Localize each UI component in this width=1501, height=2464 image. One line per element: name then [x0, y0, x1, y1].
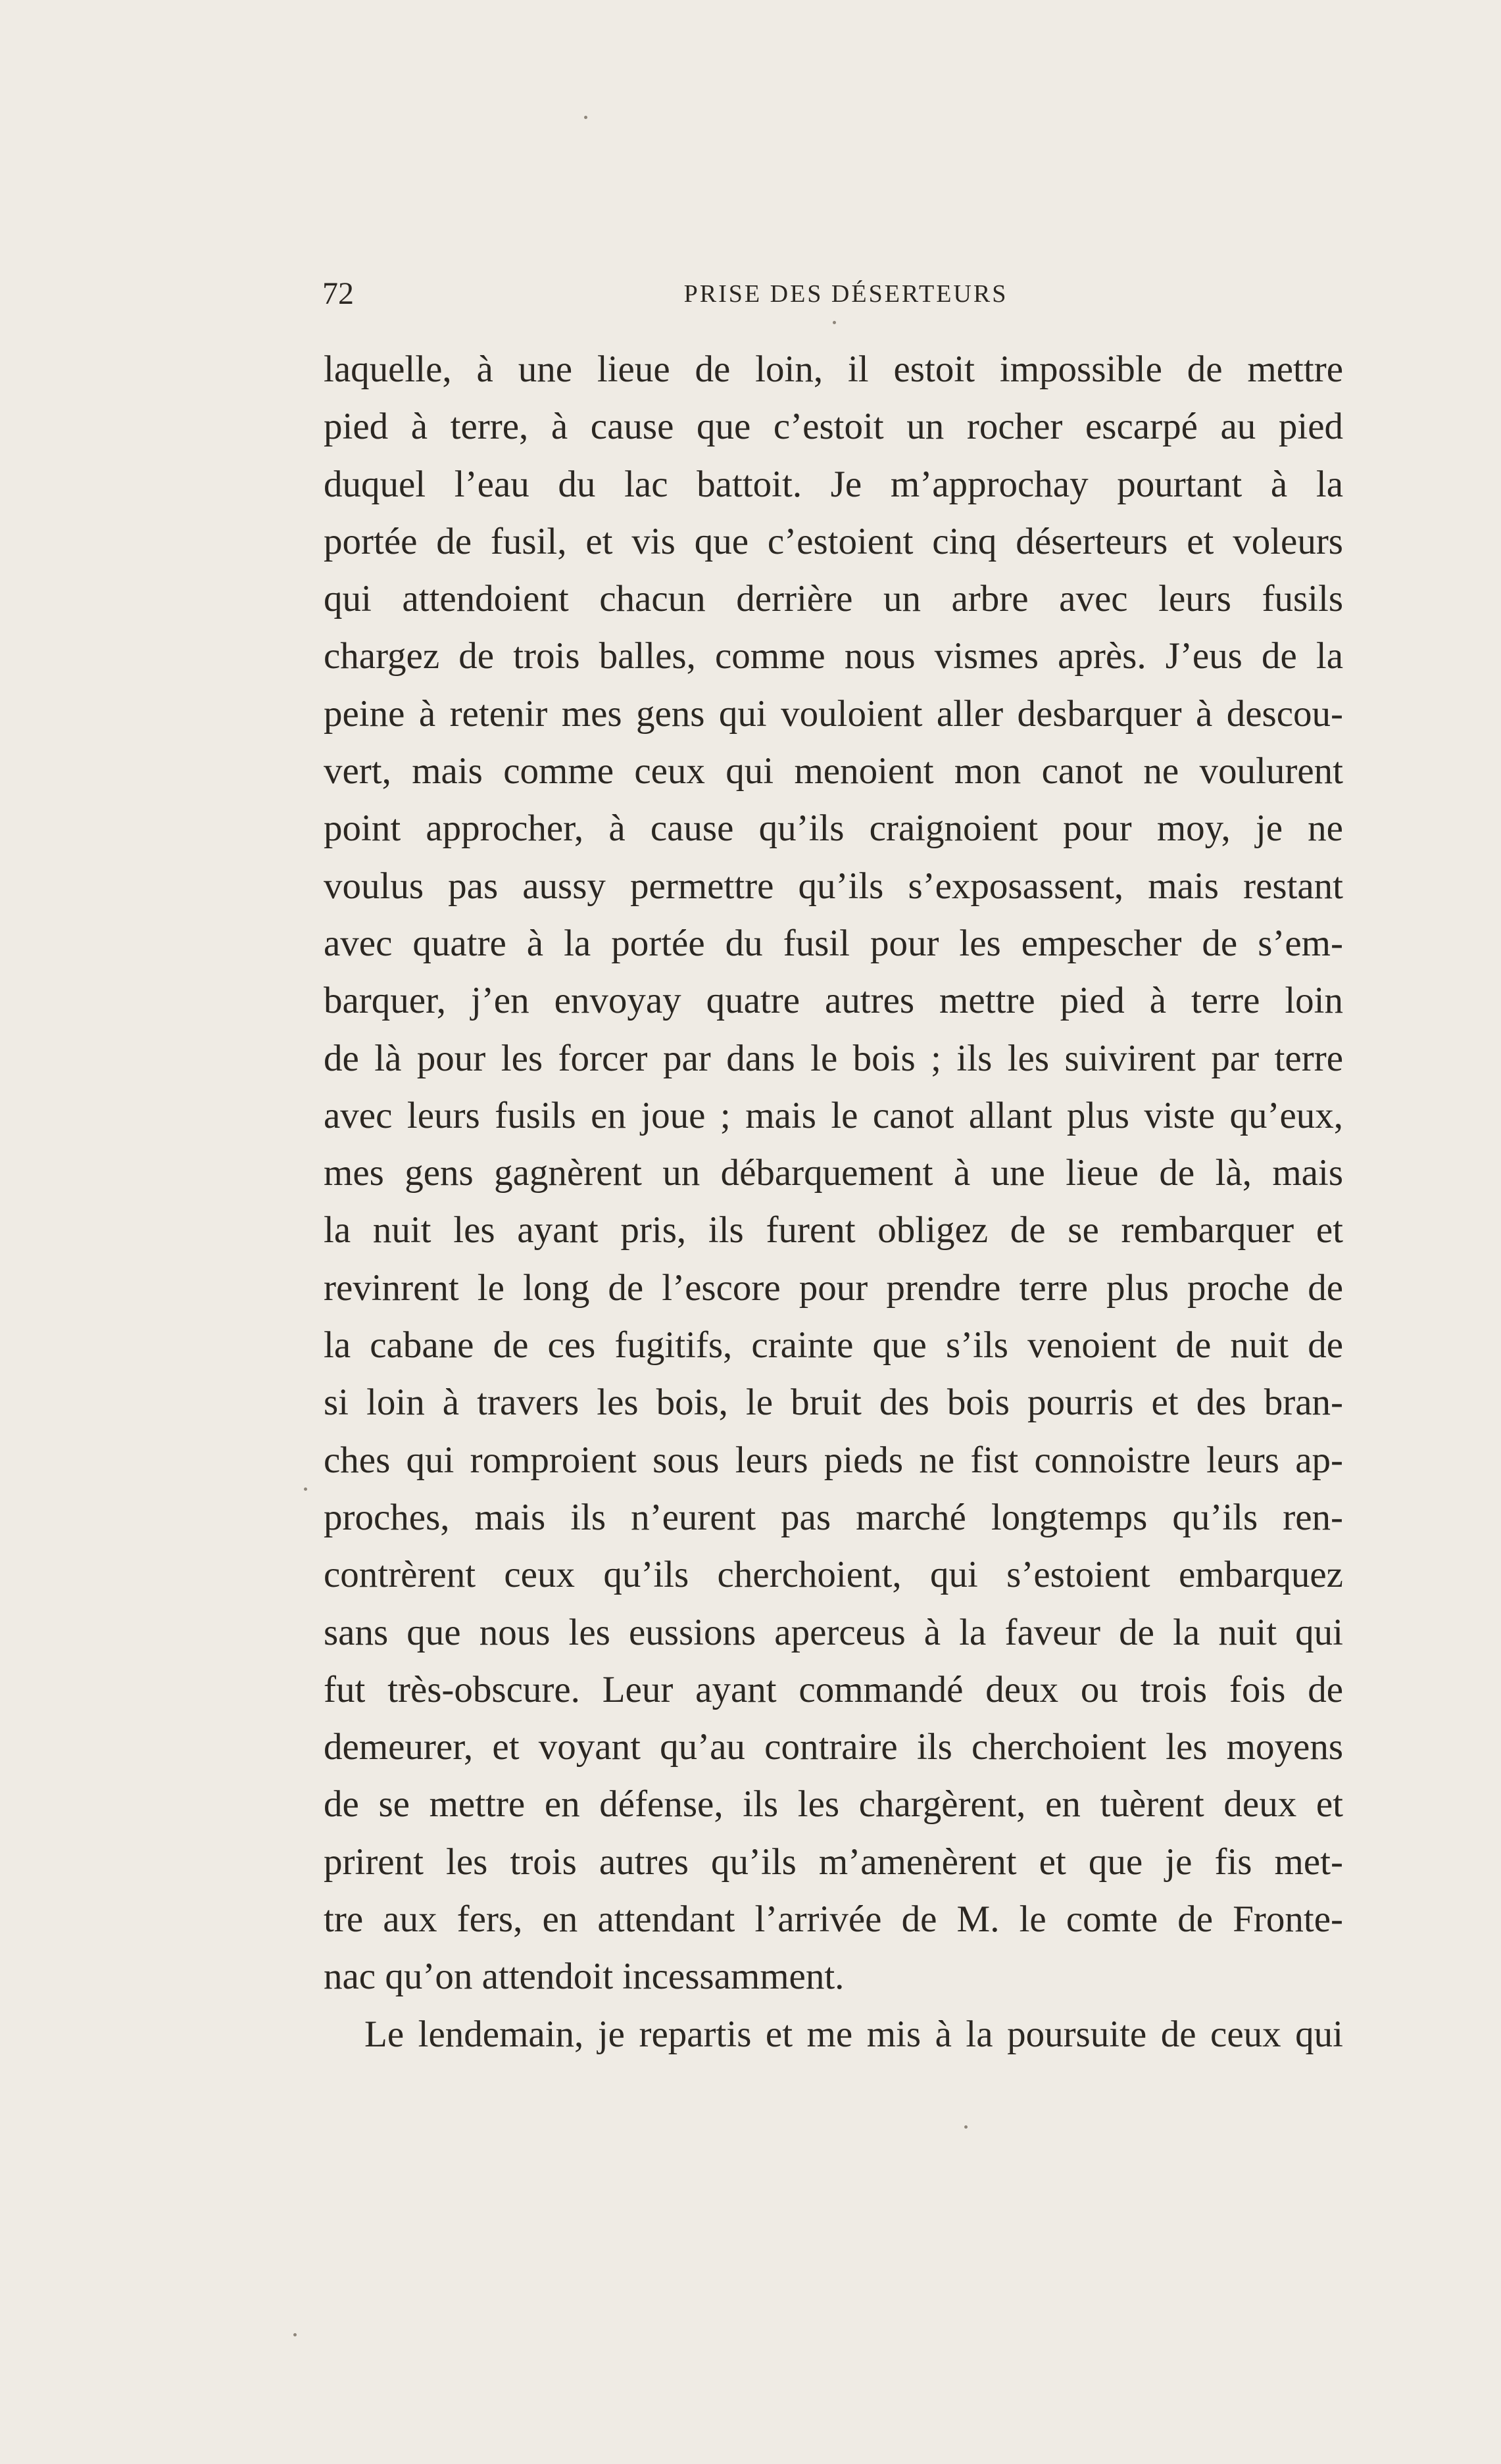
- text-line: de se mettre en défense, ils les chargèrent, en tuèrent deux et: [324, 1783, 1343, 1825]
- text-line: ches qui romproient sous leurs pieds ne fist connoistre leurs ap-: [324, 1439, 1343, 1481]
- text-line: la nuit les ayant pris, ils furent obligez de se rembarquer et: [324, 1209, 1343, 1251]
- text-line: fut très-obscure. Leur ayant commandé deux ou trois fois de: [324, 1668, 1343, 1710]
- text-line: portée de fusil, et vis que c’estoient cinq déserteurs et voleurs: [324, 520, 1343, 562]
- running-title: PRISE DES DÉSERTEURS: [683, 280, 1008, 308]
- paper-speck: [584, 116, 587, 119]
- text-line: peine à retenir mes gens qui vouloient aller desbarquer à descou-: [324, 692, 1343, 735]
- text-line: voulus pas aussy permettre qu’ils s’exposassent, mais restant: [324, 865, 1343, 907]
- text-line: laquelle, à une lieue de loin, il estoit impossible de mettre: [324, 349, 1343, 390]
- text-line: de là pour les forcer par dans le bois ; ils les suivirent par terre: [324, 1037, 1343, 1079]
- text-line: avec leurs fusils en joue ; mais le canot allant plus viste qu’eux,: [324, 1094, 1343, 1136]
- text-line: avec quatre à la portée du fusil pour les empescher de s’em-: [324, 922, 1343, 964]
- text-line: mes gens gagnèrent un débarquement à une lieue de là, mais: [324, 1152, 1343, 1194]
- text-line: si loin à travers les bois, le bruit des bois pourris et des bran-: [324, 1382, 1343, 1424]
- text-line: sans que nous les eussions aperceus à la faveur de la nuit qui: [324, 1611, 1343, 1653]
- paper-speck: [964, 2125, 968, 2129]
- body-text: [324, 341, 1343, 2063]
- text-line: nac qu’on attendoit incessamment.: [324, 1956, 845, 1998]
- paragraph-first-line: Le lendemain, je repartis et me mis à la poursuite de ceux qui: [364, 2013, 1343, 2055]
- text-line: contrèrent ceux qu’ils cherchoient, qui s’estoient embarquez: [324, 1554, 1343, 1596]
- text-line: proches, mais ils n’eurent pas marché longtemps qu’ils ren-: [324, 1496, 1343, 1538]
- text-line: tre aux fers, en attendant l’arrivée de M. le comte de Fronte-: [324, 1898, 1343, 1941]
- text-line: la cabane de ces fugitifs, crainte que s’ils venoient de nuit de: [324, 1324, 1343, 1366]
- paper-speck: [833, 321, 836, 324]
- text-line: point approcher, à cause qu’ils craignoient pour moy, je ne: [324, 808, 1343, 850]
- paper-speck: [304, 1487, 307, 1491]
- text-line: barquer, j’en envoyay quatre autres mettre pied à terre loin: [324, 980, 1343, 1022]
- page-header: [322, 271, 1343, 317]
- paper-speck: [293, 2333, 297, 2336]
- text-line: qui attendoient chacun derrière un arbre avec leurs fusils: [324, 578, 1343, 620]
- page-number: 72: [322, 276, 354, 311]
- text-line: demeurer, et voyant qu’au contraire ils cherchoient les moyens: [324, 1726, 1343, 1768]
- text-line: chargez de trois balles, comme nous vismes après. J’eus de la: [324, 635, 1343, 677]
- text-line: vert, mais comme ceux qui menoient mon canot ne voulurent: [324, 750, 1343, 792]
- text-line: pied à terre, à cause que c’estoit un rocher escarpé au pied: [324, 406, 1343, 448]
- text-line: prirent les trois autres qu’ils m’amenèrent et que je fis met-: [324, 1841, 1343, 1883]
- text-line: revinrent le long de l’escore pour prendre terre plus proche de: [324, 1267, 1343, 1309]
- text-line: duquel l’eau du lac battoit. Je m’approchay pourtant à la: [324, 463, 1343, 505]
